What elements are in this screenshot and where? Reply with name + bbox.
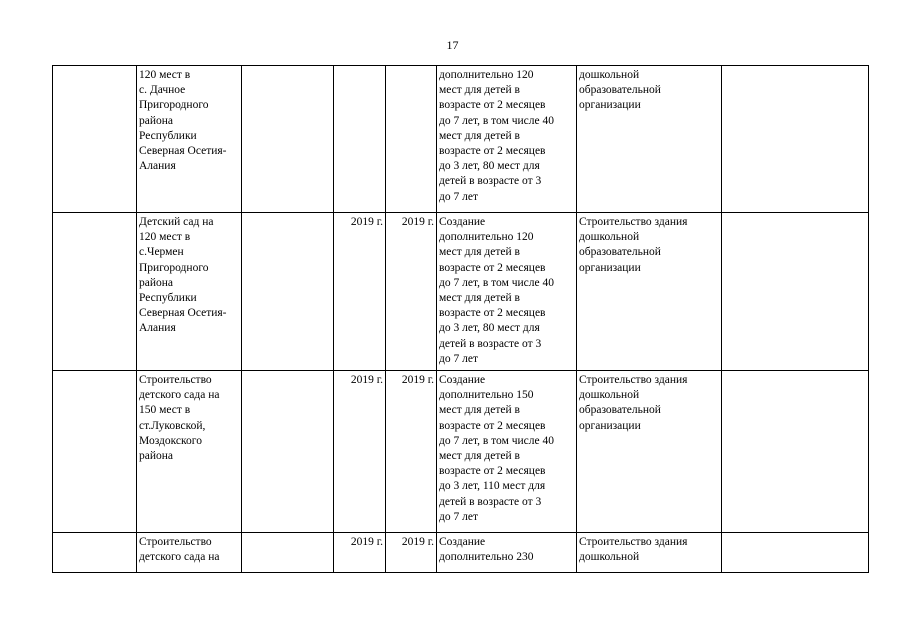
cell-empty	[242, 66, 334, 213]
text-line: образовательной	[579, 246, 661, 259]
text-line: до 7 лет	[439, 190, 478, 203]
text-line: Республики	[139, 292, 197, 305]
text-line: Строительство здания	[579, 216, 688, 228]
text-line: Создание	[439, 536, 486, 549]
text-line: возрасте от 2 месяцев	[439, 261, 546, 274]
text-line: Строительство здания	[579, 374, 688, 387]
text-line: Строительство здания	[579, 536, 688, 549]
text-line: организации	[579, 261, 641, 274]
text-line: дополнительно 230	[439, 551, 534, 564]
text-line: возрасте от 2 месяцев	[439, 145, 546, 158]
cell-end-year: 2019 г.	[386, 371, 437, 533]
text-line: образовательной	[579, 404, 661, 417]
text-line: района	[139, 114, 174, 127]
text-line: возрасте от 2 месяцев	[439, 99, 546, 112]
cell-empty	[722, 66, 869, 213]
text-line: с.Чермен	[139, 246, 184, 259]
text-line: до 7 лет, в том числе 40	[439, 434, 554, 447]
cell-number	[53, 213, 137, 371]
cell-end-year: 2019 г.	[386, 213, 437, 371]
text-line: с. Дачное	[139, 84, 186, 97]
cell-empty	[242, 371, 334, 533]
cell-result	[437, 213, 577, 371]
cell-object	[137, 371, 242, 533]
page-number: 17	[446, 38, 459, 52]
text-line: детей в возрасте от 3	[439, 175, 542, 188]
text-line: мест для детей в	[439, 450, 520, 463]
text-line: дополнительно 120	[439, 231, 534, 244]
cell-activity	[577, 533, 722, 573]
cell-result	[437, 371, 577, 533]
cell-start-year: 2019 г.	[334, 371, 386, 533]
text-line: Алания	[139, 160, 176, 173]
text-line: Северная Осетия-	[139, 307, 227, 320]
text-line: 120 мест в	[139, 231, 191, 244]
cell-end-year	[386, 66, 437, 213]
text-line: образовательной	[579, 84, 661, 97]
text-line: Моздокского	[139, 434, 202, 447]
text-line: Строительство	[139, 374, 212, 387]
cell-result	[437, 533, 577, 573]
table-row	[53, 371, 869, 533]
text-line: до 3 лет, 80 мест для	[439, 322, 540, 335]
cell-start-year	[334, 66, 386, 213]
text-line: организации	[579, 419, 641, 432]
text-line: дошкольной	[579, 231, 640, 244]
text-line: мест для детей в	[439, 246, 520, 259]
cell-number	[53, 371, 137, 533]
text-line: Детский сад на	[139, 216, 214, 228]
cell-object	[137, 213, 242, 371]
text-line: детского сада на	[139, 389, 220, 402]
text-line: Пригородного	[139, 261, 209, 274]
text-line: возрасте от 2 месяцев	[439, 307, 546, 320]
text-line: мест для детей в	[439, 404, 520, 417]
text-line: до 3 лет, 110 мест для	[439, 480, 546, 493]
program-table	[52, 65, 869, 573]
table-row	[53, 533, 869, 573]
table-row	[53, 213, 869, 371]
text-line: мест для детей в	[439, 84, 520, 97]
text-line: 150 мест в	[139, 404, 191, 417]
cell-empty	[722, 371, 869, 533]
cell-number	[53, 533, 137, 573]
cell-activity	[577, 371, 722, 533]
cell-empty	[722, 533, 869, 573]
text-line: Создание	[439, 374, 486, 387]
text-line: Республики	[139, 129, 197, 142]
text-line: до 7 лет	[439, 352, 478, 365]
cell-empty	[242, 533, 334, 573]
text-line: до 3 лет, 80 мест для	[439, 160, 540, 173]
text-line: Северная Осетия-	[139, 145, 227, 158]
text-line: детей в возрасте от 3	[439, 495, 542, 508]
cell-end-year: 2019 г.	[386, 533, 437, 573]
text-line: возрасте от 2 месяцев	[439, 465, 546, 478]
text-line: района	[139, 276, 174, 289]
cell-object	[137, 66, 242, 213]
table-row	[53, 66, 869, 213]
text-line: Строительство	[139, 536, 212, 549]
cell-result	[437, 66, 577, 213]
text-line: мест для детей в	[439, 129, 520, 142]
cell-number	[53, 66, 137, 213]
cell-start-year: 2019 г.	[334, 213, 386, 371]
text-line: ст.Луковской,	[139, 419, 206, 432]
text-line: детей в возрасте от 3	[439, 337, 542, 350]
text-line: до 7 лет	[439, 510, 478, 523]
text-line: дополнительно 120	[439, 69, 534, 81]
text-line: дошкольной	[579, 69, 640, 81]
text-line: организации	[579, 99, 641, 112]
text-line: до 7 лет, в том числе 40	[439, 114, 554, 127]
cell-object	[137, 533, 242, 573]
text-line: Создание	[439, 216, 486, 228]
text-line: Алания	[139, 322, 176, 335]
cell-start-year: 2019 г.	[334, 533, 386, 573]
text-line: возрасте от 2 месяцев	[439, 419, 546, 432]
text-line: района	[139, 450, 174, 463]
text-line: до 7 лет, в том числе 40	[439, 276, 554, 289]
text-line: Пригородного	[139, 99, 209, 112]
cell-empty	[242, 213, 334, 371]
text-line: 120 мест в	[139, 69, 191, 81]
text-line: детского сада на	[139, 551, 220, 564]
cell-empty	[722, 213, 869, 371]
text-line: дошкольной	[579, 551, 640, 564]
text-line: мест для детей в	[439, 292, 520, 305]
cell-activity	[577, 66, 722, 213]
cell-activity	[577, 213, 722, 371]
text-line: дошкольной	[579, 389, 640, 402]
text-line: дополнительно 150	[439, 389, 534, 402]
